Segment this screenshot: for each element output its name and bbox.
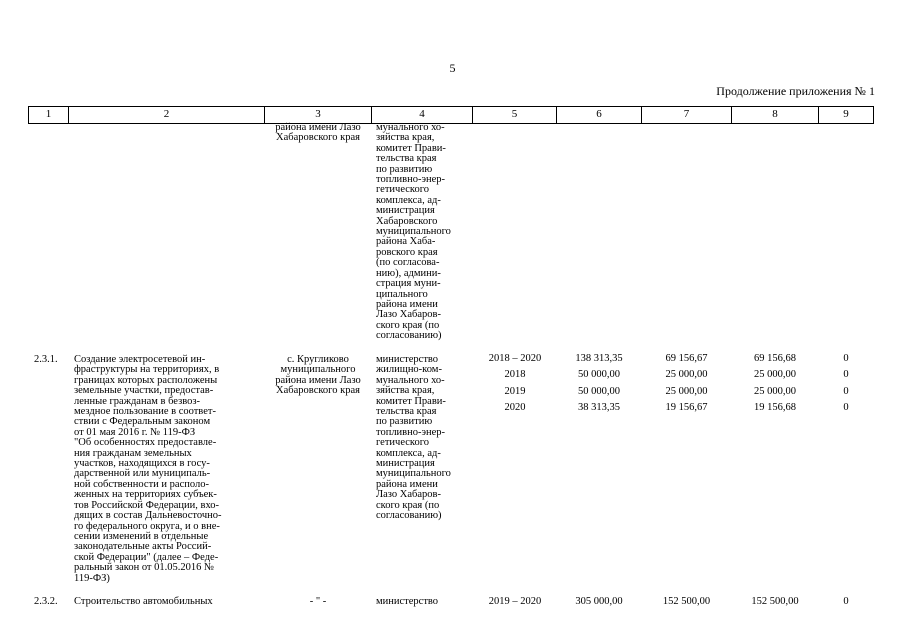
top-location-cell: района имени Лазо Хабаровского края	[275, 122, 361, 144]
amount-cell: 19 156,68	[754, 402, 796, 413]
continuation-caption: Продолжение приложения № 1	[716, 84, 875, 98]
amount-cell: 25 000,00	[754, 369, 796, 380]
location-cell: - " -	[309, 596, 327, 607]
amount-cell: 19 156,67	[665, 402, 708, 413]
measure-name: Создание электросетевой ин- фраструктуры на территориях, в границах которых расположены земельные участки, предостав- ленные гражданам в безвоз- мездное пользование в соответ- ствии с Федеральным законом от 01 мая 2016 г. № 119-ФЗ "Об особенностях предоставле- ния гражданам земельных участков, находящихся в госу- дарственной или муниципаль- ной собственности и располо- женных на территориях субъек- тов Российской Федерации, вхо- дящих в состав Дальневосточно- го федерального округа, и о вне- сении изменений в отдельные законодательные акты Россий- ской Федерации" (далее – Феде- ральный закон от 01.05.2016 № 119-ФЗ)	[74, 354, 222, 584]
header-col-4: 4	[419, 108, 425, 120]
row-number: 2.3.1.	[34, 354, 58, 365]
header-col-5: 5	[511, 108, 518, 120]
total-amount: 138 313,35	[575, 353, 623, 364]
year-cell: 2020	[504, 402, 526, 413]
amount-cell: 50 000,00	[578, 386, 620, 397]
year-cell: 2019	[504, 386, 526, 397]
executor-cell: министерство жилищно-ком- мунального хо- зяйства края, комитет Прави- тельства края по развитию топливно-энер- гетического комплекса, ад- министрация муниципального района имени Лазо Хабаров- ского края (по согласованию)	[376, 354, 451, 522]
amount-cell: 25 000,00	[754, 386, 796, 397]
year-cell: 2018	[504, 369, 526, 380]
federal-amount: 152 500,00	[662, 596, 711, 607]
amount-cell: 0	[843, 369, 849, 380]
executor-cell: министерство	[376, 596, 439, 607]
location-cell: с. Кругликово муниципального района имени Лазо Хабаровского края	[275, 354, 361, 397]
year-period: 2018 – 2020	[488, 353, 542, 364]
amount-cell: 50 000,00	[578, 369, 620, 380]
other-amount: 0	[843, 596, 849, 607]
header-col-3: 3	[315, 108, 321, 120]
header-col-6: 6	[596, 108, 602, 120]
header-col-9: 9	[843, 108, 849, 120]
year-period: 2019 – 2020	[488, 596, 542, 607]
amount-cell: 38 313,35	[578, 402, 620, 413]
amount-cell: 0	[843, 402, 849, 413]
header-col-1: 1	[45, 108, 52, 120]
regional-amount: 152 500,00	[751, 596, 799, 607]
row-number: 2.3.2.	[34, 596, 58, 607]
other-amount: 0	[843, 353, 849, 364]
header-col-2: 2	[163, 108, 170, 120]
total-amount: 305 000,00	[575, 596, 623, 607]
header-col-7: 7	[683, 108, 690, 120]
federal-amount: 69 156,67	[665, 353, 708, 364]
page-number: 5	[449, 61, 456, 75]
amount-cell: 0	[843, 386, 849, 397]
amount-cell: 25 000,00	[665, 369, 708, 380]
top-executor-cell: мунального хо- зяйства края, комитет Прави- тельства края по развитию топливно-энер- гетического комплекса, ад- министрация Хабаровского муниципального района Хаба- ровского края (по согласова- нию), админи- страция муни- ципального района имени Лазо Хабаров- ского края (по согласованию)	[376, 122, 451, 342]
amount-cell: 25 000,00	[665, 386, 708, 397]
regional-amount: 69 156,68	[754, 353, 796, 364]
header-col-8: 8	[772, 108, 778, 120]
measure-name: Строительство автомобильных	[74, 596, 213, 607]
